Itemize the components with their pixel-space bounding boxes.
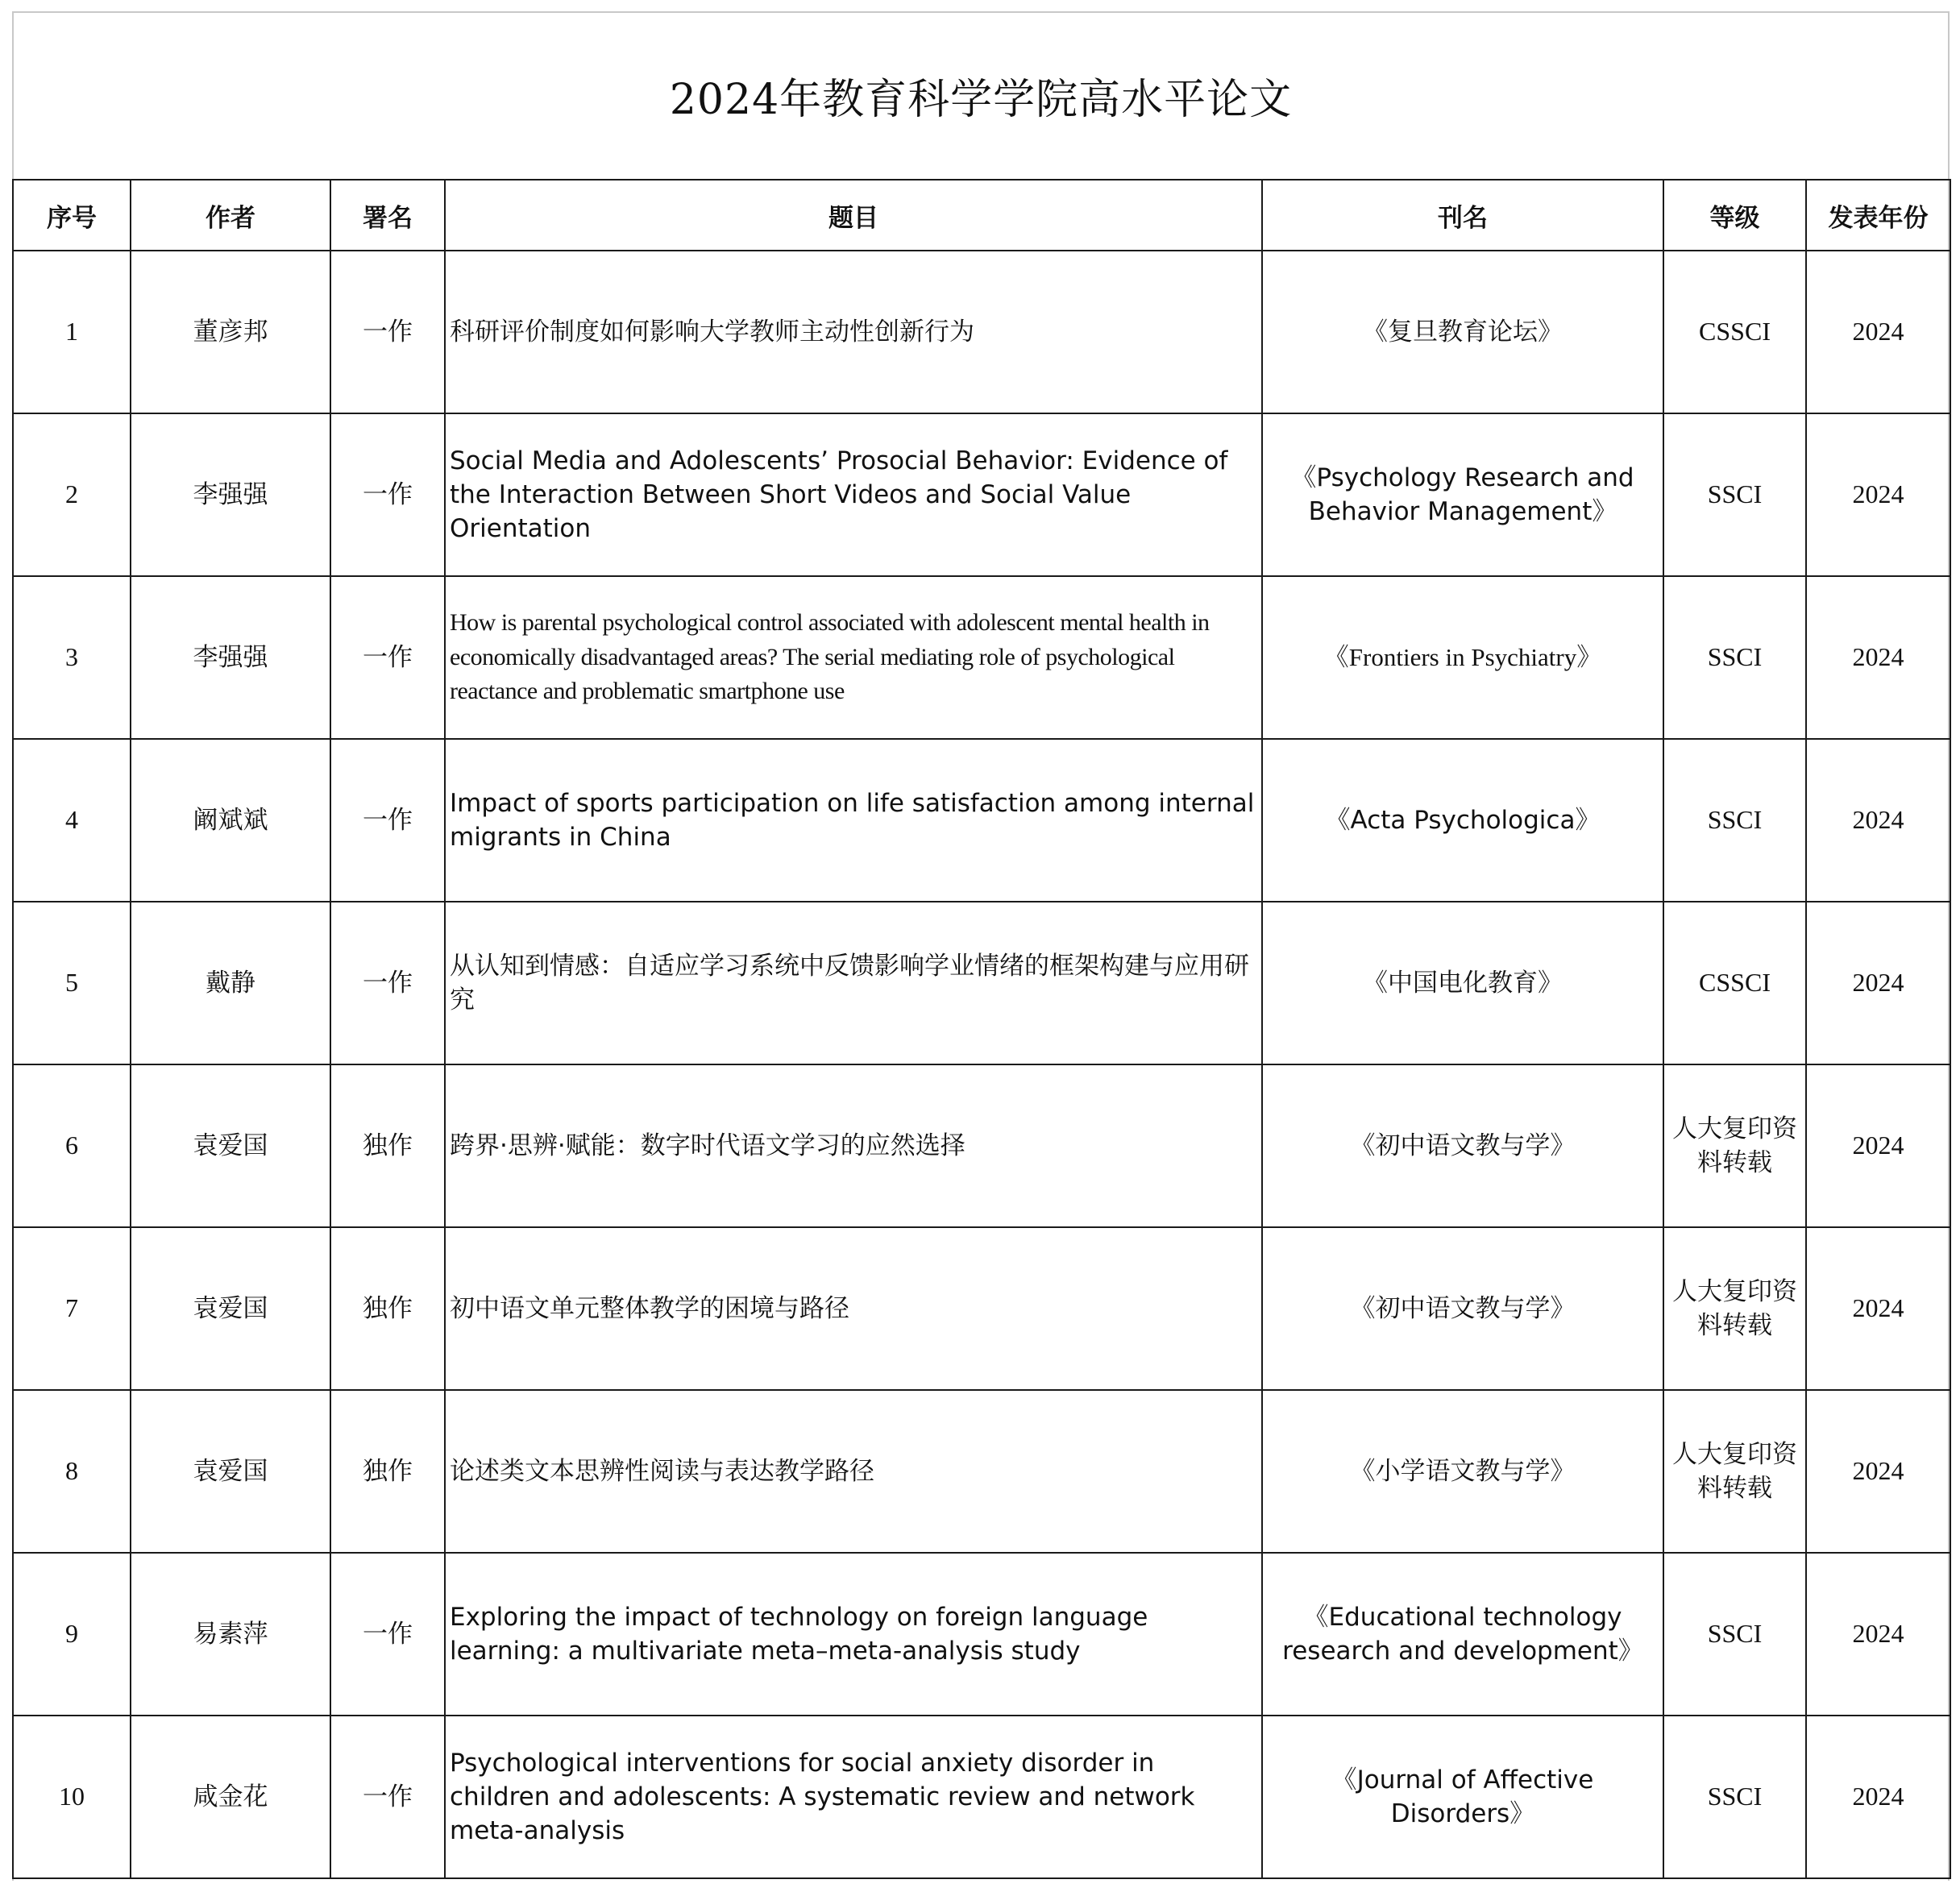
row-index: 2 — [13, 413, 131, 576]
row-grade: SSCI — [1663, 739, 1806, 902]
row-grade: 人大复印资料转载 — [1663, 1390, 1806, 1553]
row-role: 一作 — [330, 739, 445, 902]
header-signature: 署名 — [330, 180, 445, 251]
row-role: 一作 — [330, 576, 445, 739]
row-paper-title: Impact of sports participation on life satisfaction among internal migrants in China — [445, 739, 1262, 902]
row-author: 董彦邦 — [131, 251, 330, 413]
row-paper-title: Social Media and Adolescents’ Prosocial Behavior: Evidence of the Interaction Between Short Videos and Social Value Orientation — [445, 413, 1262, 576]
row-year: 2024 — [1806, 576, 1950, 739]
row-paper-title: 科研评价制度如何影响大学教师主动性创新行为 — [445, 251, 1262, 413]
table-row — [13, 1390, 1950, 1553]
row-grade: SSCI — [1663, 1553, 1806, 1716]
row-paper-title: How is parental psychological control associated with adolescent mental health in economically disadvantaged areas? The serial mediating role of psychological reactance and problematic smartphone use — [445, 576, 1262, 739]
table-row — [13, 1553, 1950, 1716]
header-journal: 刊名 — [1262, 180, 1663, 251]
table-row — [13, 1716, 1950, 1878]
row-journal: 《Psychology Research and Behavior Management》 — [1262, 413, 1663, 576]
header-year: 发表年份 — [1806, 180, 1950, 251]
header-grade: 等级 — [1663, 180, 1806, 251]
row-year: 2024 — [1806, 1227, 1950, 1390]
row-author: 易素萍 — [131, 1553, 330, 1716]
row-paper-title: Exploring the impact of technology on foreign language learning: a multivariate meta–meta-analysis study — [445, 1553, 1262, 1716]
page-title: 2024年教育科学学院高水平论文 — [669, 75, 1293, 124]
table-row — [13, 1064, 1950, 1227]
row-year: 2024 — [1806, 1064, 1950, 1227]
row-role: 一作 — [330, 1716, 445, 1878]
row-paper-title: 从认知到情感：自适应学习系统中反馈影响学业情绪的框架构建与应用研究 — [445, 902, 1262, 1064]
row-index: 5 — [13, 902, 131, 1064]
row-journal: 《Acta Psychologica》 — [1262, 739, 1663, 902]
row-author: 袁爱国 — [131, 1390, 330, 1553]
row-journal: 《中国电化教育》 — [1262, 902, 1663, 1064]
row-author: 阚斌斌 — [131, 739, 330, 902]
row-index: 7 — [13, 1227, 131, 1390]
row-year: 2024 — [1806, 251, 1950, 413]
table-row — [13, 1227, 1950, 1390]
row-paper-title: 论述类文本思辨性阅读与表达教学路径 — [445, 1390, 1262, 1553]
row-index: 1 — [13, 251, 131, 413]
row-role: 一作 — [330, 1553, 445, 1716]
row-journal: 《Frontiers in Psychiatry》 — [1262, 576, 1663, 739]
row-author: 袁爱国 — [131, 1064, 330, 1227]
row-year: 2024 — [1806, 413, 1950, 576]
row-index: 8 — [13, 1390, 131, 1553]
row-paper-title: 跨界·思辨·赋能：数字时代语文学习的应然选择 — [445, 1064, 1262, 1227]
row-journal: 《小学语文教与学》 — [1262, 1390, 1663, 1553]
row-role: 一作 — [330, 902, 445, 1064]
row-year: 2024 — [1806, 902, 1950, 1064]
row-journal: 《复旦教育论坛》 — [1262, 251, 1663, 413]
row-year: 2024 — [1806, 1716, 1950, 1878]
table-row — [13, 576, 1950, 739]
row-grade: SSCI — [1663, 1716, 1806, 1878]
row-author: 袁爱国 — [131, 1227, 330, 1390]
row-journal: 《Educational technology research and development》 — [1262, 1553, 1663, 1716]
row-year: 2024 — [1806, 739, 1950, 902]
row-index: 6 — [13, 1064, 131, 1227]
table-row — [13, 902, 1950, 1064]
row-journal: 《Journal of Affective Disorders》 — [1262, 1716, 1663, 1878]
row-role: 一作 — [330, 251, 445, 413]
row-index: 3 — [13, 576, 131, 739]
header-index: 序号 — [13, 180, 131, 251]
row-grade: CSSCI — [1663, 902, 1806, 1064]
row-index: 9 — [13, 1553, 131, 1716]
papers-table — [12, 179, 1951, 1879]
row-role: 一作 — [330, 413, 445, 576]
row-journal: 《初中语文教与学》 — [1262, 1064, 1663, 1227]
row-grade: SSCI — [1663, 576, 1806, 739]
row-grade: 人大复印资料转载 — [1663, 1064, 1806, 1227]
row-paper-title: 初中语文单元整体教学的困境与路径 — [445, 1227, 1262, 1390]
row-role: 独作 — [330, 1390, 445, 1553]
row-author: 咸金花 — [131, 1716, 330, 1878]
row-paper-title: Psychological interventions for social anxiety disorder in children and adolescents: A systematic review and network meta-analysis — [445, 1716, 1262, 1878]
row-grade: CSSCI — [1663, 251, 1806, 413]
row-year: 2024 — [1806, 1553, 1950, 1716]
table-row — [13, 413, 1950, 576]
table-row — [13, 251, 1950, 413]
row-role: 独作 — [330, 1227, 445, 1390]
row-year: 2024 — [1806, 1390, 1950, 1553]
header-author: 作者 — [131, 180, 330, 251]
row-index: 4 — [13, 739, 131, 902]
row-author: 李强强 — [131, 576, 330, 739]
row-index: 10 — [13, 1716, 131, 1878]
row-author: 李强强 — [131, 413, 330, 576]
row-role: 独作 — [330, 1064, 445, 1227]
header-row — [13, 180, 1950, 251]
row-grade: SSCI — [1663, 413, 1806, 576]
row-author: 戴静 — [131, 902, 330, 1064]
row-journal: 《初中语文教与学》 — [1262, 1227, 1663, 1390]
header-paper-title: 题目 — [445, 180, 1262, 251]
row-grade: 人大复印资料转载 — [1663, 1227, 1806, 1390]
table-row — [13, 739, 1950, 902]
